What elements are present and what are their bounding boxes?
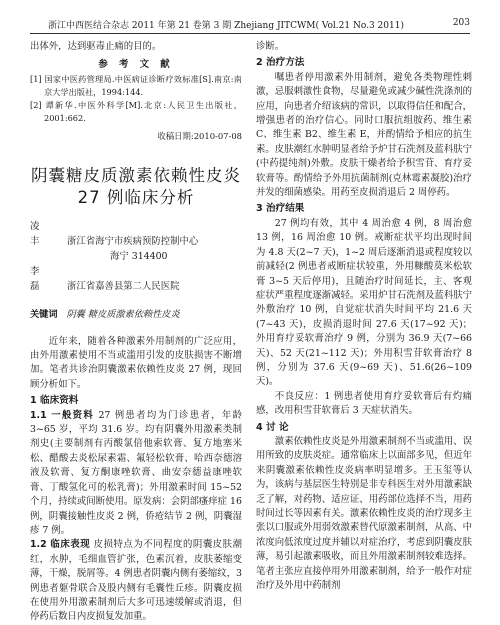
section-heading: 1 临床资料	[30, 395, 79, 407]
body-paragraph	[30, 538, 242, 624]
section-heading: 2 治疗方法	[256, 57, 305, 69]
subsection-label: 1.1 一般资料	[30, 409, 95, 421]
author-1	[30, 219, 242, 249]
article-title	[30, 165, 242, 209]
subsection-text: 皮损特点为不同程度的阴囊皮肤潮红，水肿，毛细血管扩张，色素沉着，皮肤萎缩变薄，干燥，脱屑等。4 例患者阴囊内侧有萎缩纹，3 例患者躯骨联合及股内侧有毛囊性丘疹。阴囊皮损在使用外用激素制剂后大多可迅速缓解或消退，但停药后数日内皮损复发加重。	[30, 539, 242, 623]
keywords	[30, 308, 242, 322]
author-1-address: 海宁 314400	[110, 251, 168, 263]
references-heading: 参 考 文 献	[98, 59, 174, 71]
body-paragraph: 27 例均有效，其中 4 周治愈 4 例，8 周治愈 13 例，16 周治愈 10 例。戒断症状平均出现时间为 4.8 天(2~7 天)，1~2 周后逐渐消退或程度较以前减轻(2 例患者戒断症状较重，外用糠酸莫米松软膏 3~5 天后停用)，且随治疗时间延长，主、客观症状严重程度逐渐减轻。采用炉甘石洗剂及蓝科肤宁外敷治疗 10 例，自觉症状消失时间平均 21.6 天(7~43 天)，皮损消退时间 27.6 天(17~92 天)；外用育疗妥软膏治疗 9 例，分别为 36.9 天(7~66 天)、52 天(21~112 天)；外用积雪苷软膏治疗 8 例，分别为 37.6 天(9~69 天)、51.6(26~109 天)。	[256, 217, 472, 388]
reference-item: [1] 国家中医药管理局.中医病证诊断疗效标准[S].南京:南京大学出版社，1994:144.	[30, 73, 242, 97]
author-2	[30, 264, 242, 294]
keywords-value: 阴囊 糖皮质激素依赖性皮炎	[66, 309, 180, 321]
section-heading: 4 讨 论	[256, 421, 289, 433]
left-column	[30, 40, 242, 625]
author-1-name: 凌 丰	[30, 221, 45, 248]
reference-item: [2] 谭新华.中医外科学[M].北京:人民卫生出版社，2001:662.	[30, 99, 242, 123]
article-title-line-2: 27 例临床分析	[77, 188, 195, 208]
author-1-affiliation: 浙江省海宁市疾病预防控制中心	[66, 236, 199, 248]
author-block	[30, 219, 242, 294]
body-paragraph: 不良反应：1 例患者使用育疗妥软膏后有灼痛感，改用积雪苷软膏后 3 天症状消失。	[256, 390, 472, 417]
body-paragraph: 嘱患者停用激素外用制剂，避免各类物理性刺激，忌服刺激性食物，尽量避免或减少碱性洗涤剂的应用，向患者介绍该病的常识，以取得信任和配合，增强患者的治疗信心。同时口服抗组胺药、维生素 C、维生素 B2、维生素 E，并酌情给予相应的抗生素。皮肤潮红水肿明显者给予炉甘石洗剂及蓝科肤宁(中药提纯剂)外敷。皮肤干燥者给予积雪苷、育疗妥软膏等。酌情给予外用抗菌制剂(克林霉素凝胶)治疗并发的细菌感染。用药至皮损消退后 2 周停药。	[256, 71, 472, 199]
article-title-line-1: 阴囊糖皮质激素依赖性皮炎	[31, 166, 241, 186]
body-paragraph	[30, 409, 242, 539]
keywords-label: 关键词	[30, 309, 58, 321]
section-heading: 3 治疗结果	[256, 203, 305, 215]
right-column	[256, 40, 472, 593]
page-number: 203	[452, 18, 470, 28]
header-rule	[30, 33, 470, 34]
author-2-affiliation: 浙江省嘉善县第二人民医院	[66, 281, 180, 293]
running-header	[0, 18, 500, 32]
body-paragraph: 激素依赖性皮炎是外用激素制剂不当或滥用、误用所致的皮肤炎症。通常临床上以面部多见，但近年来阴囊激素依赖性皮炎病率明显增多。王玉玺等认为，该病与基层医生特别是非专科医生对外用激素缺乏了解，对药物、适应证、用药部位选择不当，用药时间过长等因素有关。激素依赖性皮炎的治疗现多主张以口服或外用弱效激素替代原激素制剂，从高、中浓度向低浓度过度并辅以对症治疗，考虑到阴囊皮肤薄，易引起激素吸收，而且外用激素制剂较难选择。笔者主张应直接停用外用激素制剂，给予一般作对症治疗及外用中药制剂	[256, 435, 472, 592]
previous-article-tail: 出体外，达到驱毒止痛的目的。	[30, 41, 162, 52]
diagnosis-tail: 诊断。	[256, 41, 285, 52]
intro-paragraph: 近年来，随着各种激素外用制剂的广泛应用，由外用激素使用不当或滥用引发的皮肤损害不断增加。笔者共诊治阴囊激素依赖性皮炎 27 例，现回顾分析如下。	[30, 335, 242, 390]
journal-citation: 浙江中西医结合杂志 2011 年第 21 卷第 3 期 Zhejiang JITCWM( Vol.21 No.3 2011)	[48, 21, 404, 31]
author-2-name: 李 磊	[30, 266, 45, 293]
subsection-text: 27 例患者均为门诊患者，年龄 3~65 岁，平均 31.6 岁。均有阴囊外用激素类制剂史(主要制剂有丙酸氯倍他索软膏、复方地塞米松、醋酸去炎松尿素霜、氟轻松软膏、哈西奈德溶液及软膏、复方酮康唑软膏、曲安奈德益康唑软膏、丁酸氢化可的松乳膏)；外用激素时间 15~52 个月，持续或间断使用。原发病：会阴部瘙痒症 16 例，阴囊接触性皮炎 2 例，侨疮结节 2 例，阴囊湿疹 7 例。	[30, 409, 242, 536]
subsection-label: 1.2 临床表现	[30, 539, 91, 551]
received-date: 收稿日期:2010-07-08	[157, 130, 242, 141]
